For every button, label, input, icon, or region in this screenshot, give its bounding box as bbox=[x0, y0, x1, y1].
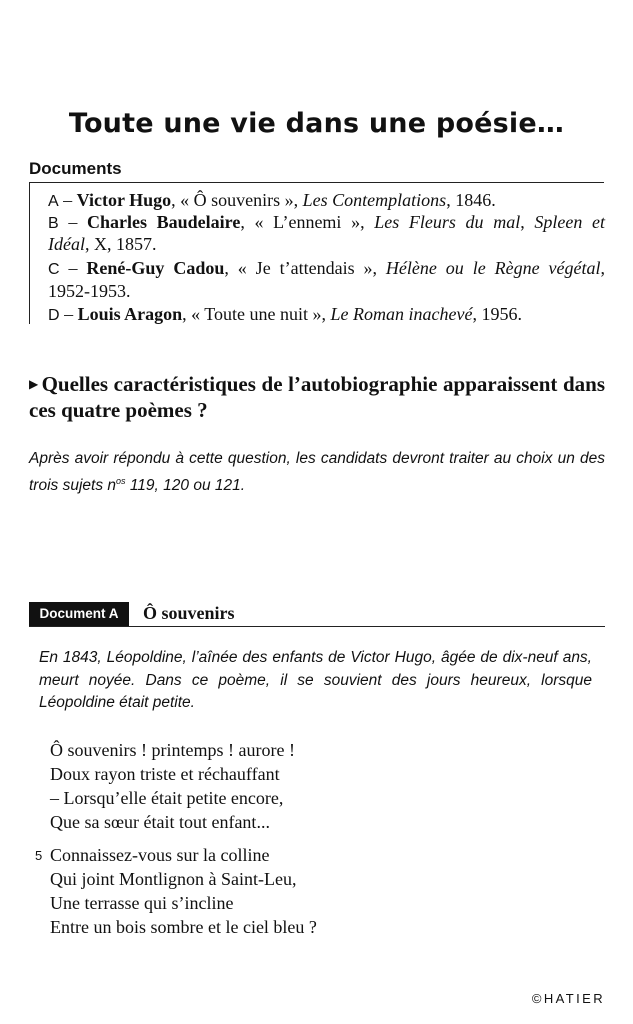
poem-verse: Une terrasse qui s’incline bbox=[50, 893, 234, 913]
page-title: Toute une vie dans une poésie… bbox=[68, 108, 565, 139]
doc-date: , 1956. bbox=[472, 304, 522, 324]
doc-poem: , « Je t’attendais », bbox=[224, 258, 386, 278]
doc-author: René-Guy Cadou bbox=[86, 258, 225, 278]
instructions-subjects: 119, 120 ou 121. bbox=[125, 477, 246, 495]
doc-poem: , « L’ennemi », bbox=[240, 212, 375, 232]
document-a-title: Ô souvenirs bbox=[143, 603, 235, 623]
document-ref-b bbox=[48, 211, 605, 235]
document-a-tag: Document A bbox=[29, 602, 129, 626]
doc-work: Les Contemplations bbox=[302, 190, 447, 210]
doc-date: , X, 1857. bbox=[84, 234, 157, 254]
poem-verse: Connaissez-vous sur la colline bbox=[50, 845, 270, 865]
document-ref-c bbox=[48, 257, 605, 281]
document-a-intro: En 1843, Léopoldine, l’aînée des enfants de Victor Hugo, âgée de dix-neuf ans, meurt noyée. Dans ce poème, il se souvient des jours heureux, lorsque Léopoldine était petite. bbox=[39, 649, 592, 711]
doc-author: Victor Hugo bbox=[76, 190, 172, 210]
doc-work: Le Roman inachevé bbox=[330, 304, 473, 324]
poem-verse: Qui joint Montlignon à Saint-Leu, bbox=[50, 869, 297, 889]
document-ref-a bbox=[48, 189, 496, 213]
doc-poem: , « Ô souvenirs », bbox=[171, 190, 303, 210]
doc-sep: – bbox=[59, 258, 87, 278]
doc-author: Charles Baudelaire bbox=[86, 212, 241, 232]
instructions-text: Après avoir répondu à cette question, les candidats devront traiter au choix un des trois sujets n bbox=[29, 450, 605, 495]
instructions bbox=[29, 448, 605, 497]
instructions-sup: os bbox=[116, 476, 126, 486]
poem-verse: Entre un bois sombre et le ciel bleu ? bbox=[50, 917, 317, 937]
doc-letter: B bbox=[48, 215, 59, 232]
document-ref-b-cont bbox=[48, 233, 156, 255]
doc-author: Louis Aragon bbox=[77, 304, 183, 324]
doc-sep-2: , bbox=[520, 212, 535, 232]
doc-letter: A bbox=[48, 193, 59, 210]
doc-work: Hélène ou le Règne végétal bbox=[385, 258, 601, 278]
poem-verse: Que sa sœur était tout enfant... bbox=[50, 812, 270, 832]
doc-work-2-cont: Idéal bbox=[48, 234, 85, 254]
documents-label: Documents bbox=[29, 159, 122, 178]
doc-sep: – bbox=[59, 304, 78, 324]
poem-verse: Doux rayon triste et réchauffant bbox=[50, 764, 280, 784]
question bbox=[29, 371, 605, 423]
document-ref-d bbox=[48, 303, 522, 327]
poem-verse: Ô souvenirs ! printemps ! aurore ! bbox=[50, 740, 295, 760]
doc-poem: , « Toute une nuit », bbox=[182, 304, 331, 324]
document-a-header bbox=[29, 602, 605, 627]
document-ref-c-cont: 1952-1953. bbox=[48, 281, 131, 301]
verse-line-number: 5 bbox=[35, 848, 43, 863]
doc-work: Les Fleurs du mal bbox=[374, 212, 521, 232]
poem-verse: – Lorsqu’elle était petite encore, bbox=[50, 788, 284, 808]
doc-letter: D bbox=[48, 307, 60, 324]
doc-letter: C bbox=[48, 261, 60, 278]
doc-date: , 1846. bbox=[446, 190, 496, 210]
doc-work-2: Spleen et bbox=[534, 212, 605, 232]
doc-comma: , bbox=[600, 258, 606, 278]
doc-sep: – bbox=[58, 190, 77, 210]
triangle-bullet-icon: ▶ bbox=[29, 377, 39, 391]
copyright: ©HATIER bbox=[531, 991, 605, 1006]
question-text: Quelles caractéristiques de l’autobiographie apparaissent dans ces quatre poèmes ? bbox=[29, 372, 605, 422]
doc-sep: – bbox=[58, 212, 87, 232]
